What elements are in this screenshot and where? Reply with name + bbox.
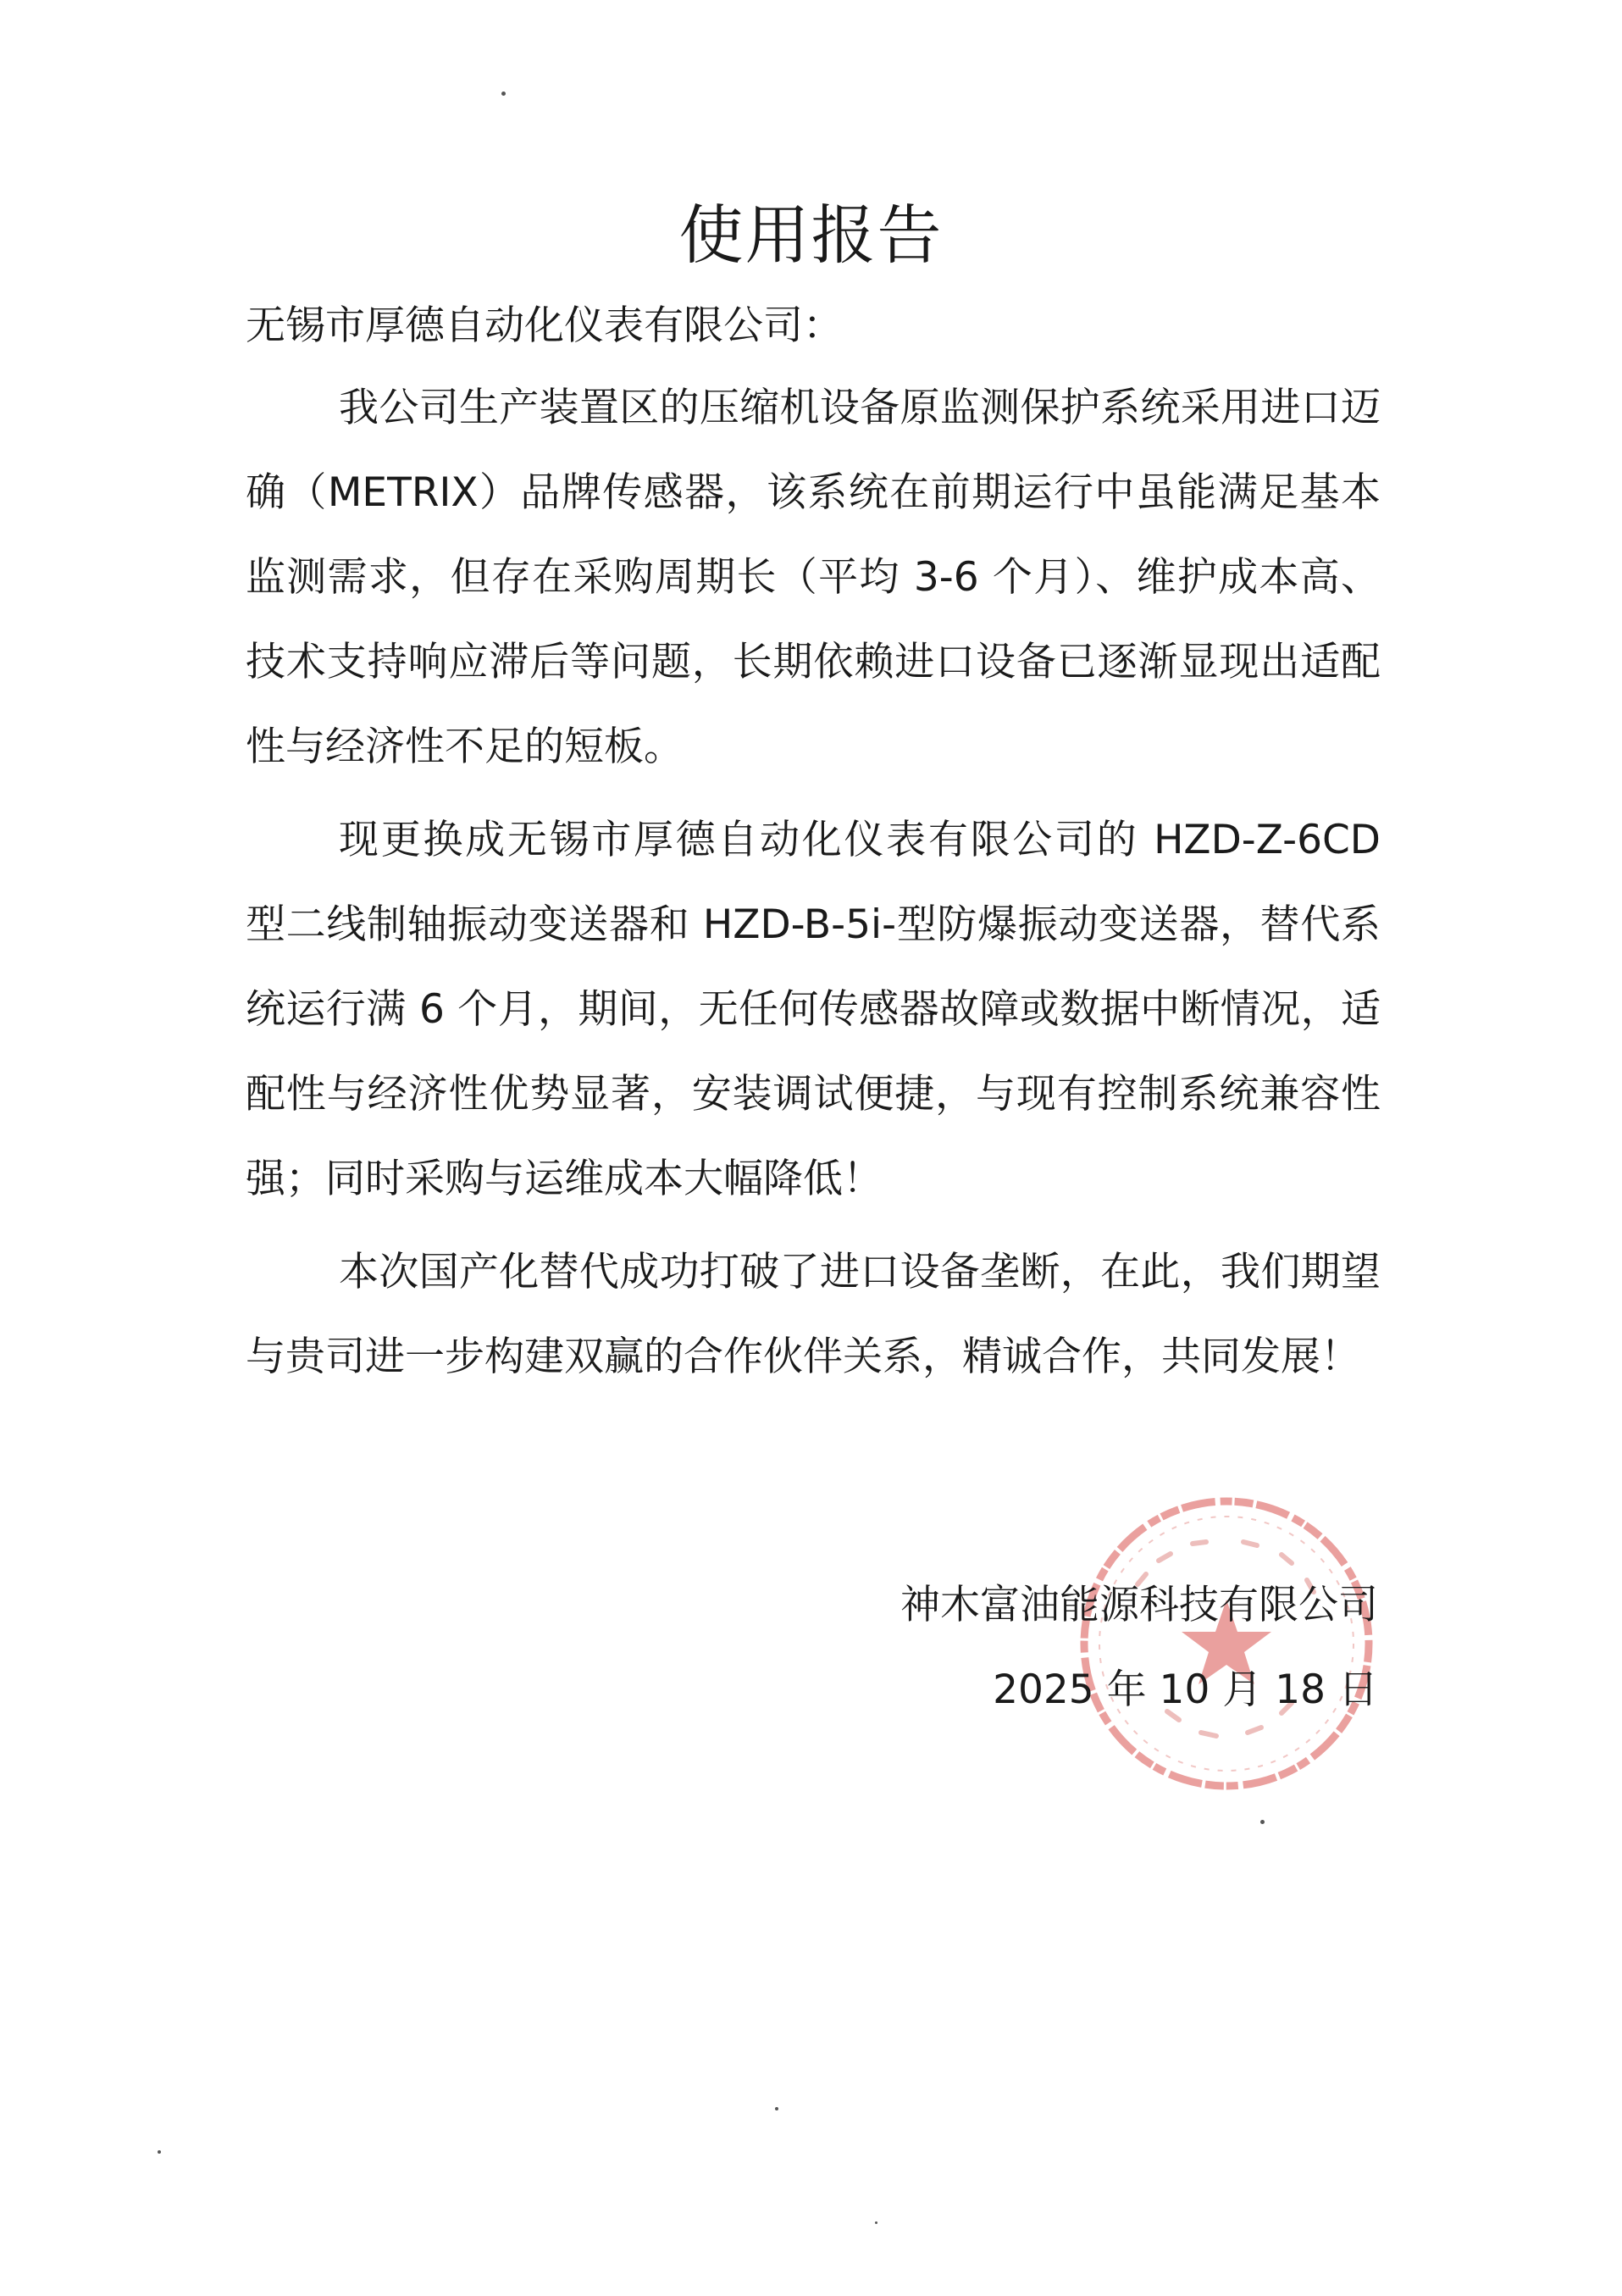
scan-speck: [775, 2107, 778, 2110]
scan-speck: [158, 2150, 161, 2154]
scan-speck: [501, 92, 506, 96]
signature-date: 2025 年 10 月 18 日: [993, 1667, 1378, 1713]
scan-speck: [1260, 1820, 1265, 1824]
body-paragraph-3: 本次国产化替代成功打破了进口设备垄断，在此，我们期望与贵司进一步构建双赢的合作伙伴关系，精诚合作，共同发展！: [246, 1249, 1381, 1380]
signature-company: 神木富油能源科技有限公司: [900, 1582, 1378, 1628]
body-paragraph-2: 现更换成无锡市厚德自动化仪表有限公司的 HZD-Z-6CD 型二线制轴振动变送器和 HZD-B-5i-型防爆振动变送器，替代系统运行满 6 个月，期间，无任何传感器故障或数据中断情况，适配性与经济性优势显著，安装调试便捷，与现有控制系统兼容性强；同时采购与运维成本大幅降低！: [246, 817, 1381, 1202]
document-title: 使用报告: [678, 197, 944, 273]
body-paragraph-1: 我公司生产装置区的压缩机设备原监测保护系统采用进口迈确（METRIX）品牌传感器，该系统在前期运行中虽能满足基本监测需求，但存在采购周期长（平均 3-6 个月）、维护成本高、技术支持响应滞后等问题，长期依赖进口设备已逐渐显现出适配性与经济性不足的短板。: [246, 385, 1381, 770]
recipient-line: 无锡市厚德自动化仪表有限公司：: [246, 302, 843, 349]
scan-speck: [875, 2221, 877, 2224]
